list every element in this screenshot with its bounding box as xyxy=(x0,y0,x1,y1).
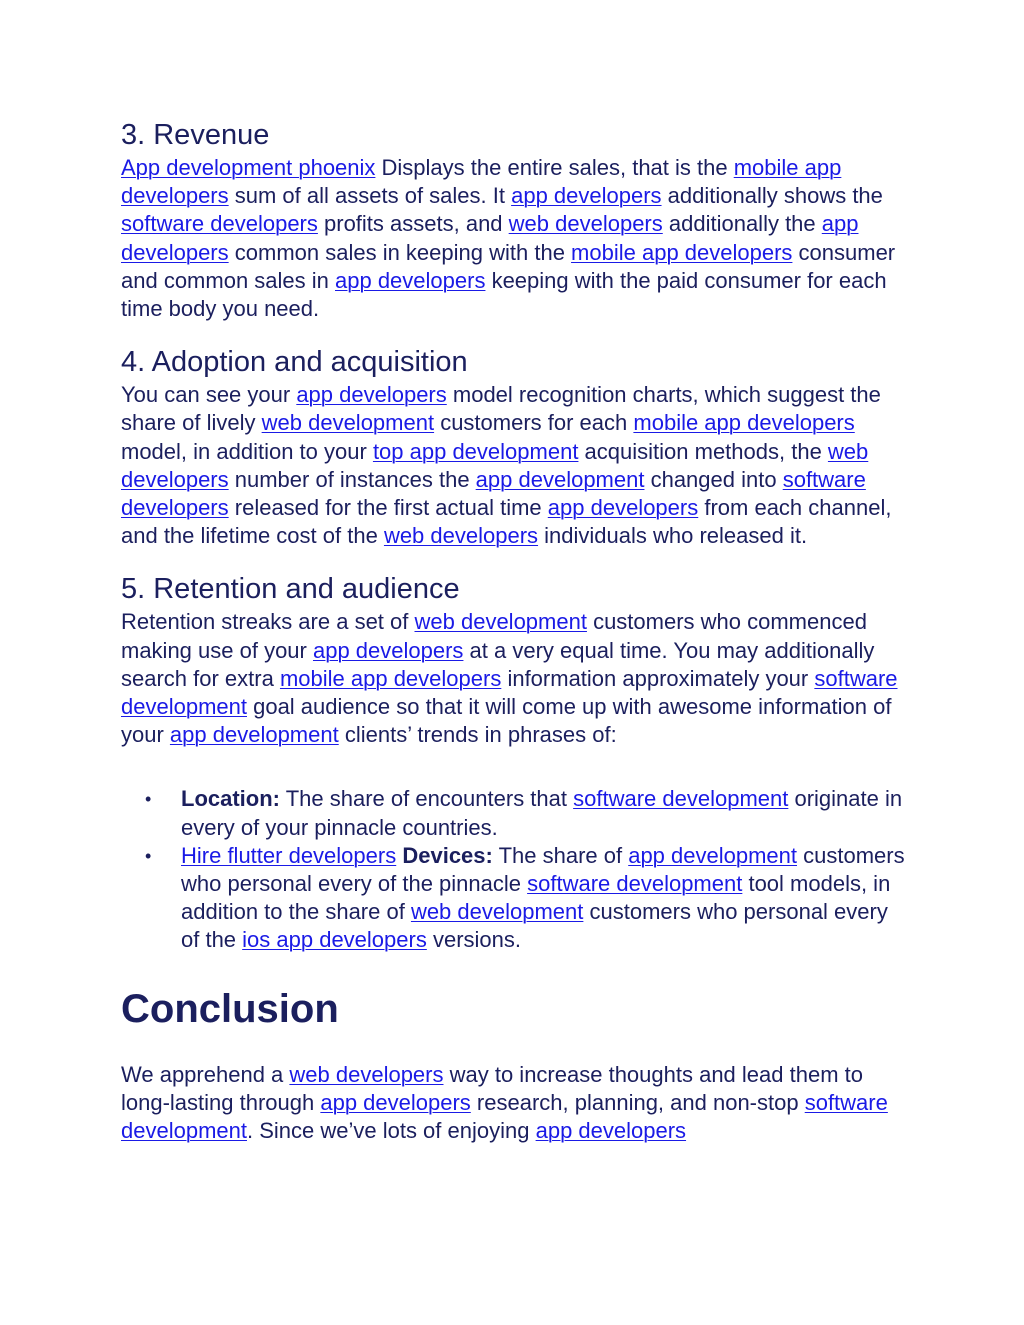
text-link[interactable]: web developers xyxy=(508,211,663,237)
text-link[interactable]: app development xyxy=(628,842,797,868)
text-run: tool models, in addition to the share of xyxy=(181,871,891,925)
text-run: released for the first actual time xyxy=(228,495,548,521)
text-run: customers for each xyxy=(434,410,634,436)
text-link[interactable]: app developers xyxy=(312,637,464,663)
text-link[interactable]: app developers xyxy=(335,267,486,293)
text-run: originate in every of your pinnacle countries. xyxy=(181,786,903,840)
text-link[interactable]: app developers xyxy=(121,211,859,265)
bold-label: Location: xyxy=(181,786,280,812)
text-run: common sales in keeping with the xyxy=(228,239,572,265)
text-link[interactable]: top app development xyxy=(372,438,579,464)
text-run: customers who personal every of the xyxy=(181,899,888,953)
text-link[interactable]: app developers xyxy=(320,1089,471,1115)
section-heading-retention: 5. Retention and audience xyxy=(121,573,460,606)
text-run: versions. xyxy=(426,927,521,953)
text-run: individuals who released it. xyxy=(538,523,808,549)
text-link[interactable]: app developers xyxy=(547,495,699,521)
text-link[interactable]: mobile app developers xyxy=(279,665,502,691)
text-link[interactable]: web developers xyxy=(121,438,869,492)
text-run: consumer and common sales in xyxy=(121,239,896,293)
text-link[interactable]: software development xyxy=(121,1089,888,1144)
list-item-devices xyxy=(145,842,911,955)
text-run: changed into xyxy=(644,466,783,492)
bullet-icon: • xyxy=(145,789,152,810)
text-link[interactable]: app development xyxy=(169,722,339,748)
text-run: The share of xyxy=(492,842,629,868)
text-run: Displays the entire sales, that is the xyxy=(375,155,734,180)
text-link[interactable]: App development phoenix xyxy=(121,155,376,180)
text-run: model, in addition to your xyxy=(121,438,373,464)
text-link[interactable]: app developers xyxy=(296,382,447,408)
text-run: clients’ trends in phrases of: xyxy=(338,722,617,748)
text-run: acquisition methods, the xyxy=(578,438,828,464)
text-link[interactable]: software development xyxy=(527,871,743,897)
text-link[interactable]: software developers xyxy=(121,211,318,237)
retention-bullet-list xyxy=(121,785,911,954)
text-run: keeping with the paid consumer for each time body you need. xyxy=(121,267,887,322)
text-run: We apprehend a xyxy=(121,1061,290,1087)
bullet-icon: • xyxy=(145,845,152,866)
document-page xyxy=(121,118,911,1167)
text-run: from each channel, and the lifetime cost of the xyxy=(121,495,892,549)
text-run: information approximately your xyxy=(501,665,815,691)
text-link[interactable]: web developers xyxy=(289,1061,444,1087)
text-run: Retention streaks are a set of xyxy=(121,609,415,635)
bold-label: Devices: xyxy=(402,842,493,868)
text-link[interactable]: mobile app developers xyxy=(571,239,793,265)
text-link[interactable]: web development xyxy=(414,609,587,635)
list-item-location xyxy=(145,785,911,841)
text-run: The share of encounters that xyxy=(280,786,574,812)
text-run: additionally shows the xyxy=(661,183,883,209)
section-heading-revenue: 3. Revenue xyxy=(121,119,270,151)
text-run: customers who personal every of the pinnacle xyxy=(181,842,905,897)
conclusion-paragraph xyxy=(121,1061,911,1146)
bullet-text xyxy=(181,843,905,953)
text-run: profits assets, and xyxy=(317,211,509,237)
text-link[interactable]: software development xyxy=(573,786,789,812)
text-run: research, planning, and non-stop xyxy=(470,1089,805,1115)
text-link[interactable]: app development xyxy=(475,466,645,492)
text-link[interactable]: web development xyxy=(410,899,584,925)
adoption-paragraph xyxy=(121,381,911,550)
conclusion-heading: Conclusion xyxy=(121,986,339,1031)
text-link[interactable]: app developers xyxy=(511,183,662,209)
text-link[interactable]: mobile app developers xyxy=(633,410,855,436)
text-run: . Since we’ve lots of enjoying xyxy=(246,1118,536,1144)
text-run: number of instances the xyxy=(228,466,476,492)
retention-paragraph xyxy=(121,608,911,749)
text-link[interactable]: web developers xyxy=(383,523,539,549)
text-run: additionally the xyxy=(662,211,822,237)
text-run: sum of all assets of sales. It xyxy=(228,183,512,209)
text-run: customers who commenced making use of your xyxy=(121,609,867,663)
text-run: at a very equal time. You may additionally search for extra xyxy=(121,637,875,691)
revenue-paragraph xyxy=(121,154,911,323)
text-run: goal audience so that it will come up with awesome information of your xyxy=(121,694,892,748)
bullet-text xyxy=(181,786,902,839)
text-link[interactable]: ios app developers xyxy=(242,927,427,953)
text-run: model recognition charts, which suggest the share of lively xyxy=(121,382,881,436)
text-run: You can see your xyxy=(121,382,297,408)
text-link[interactable]: web development xyxy=(261,410,435,436)
text-link[interactable]: app developers xyxy=(535,1118,687,1144)
text-link[interactable]: software development xyxy=(121,665,898,720)
text-run: way to increase thoughts and lead them to long-lasting through xyxy=(121,1061,863,1115)
text-link[interactable]: software developers xyxy=(121,466,866,521)
section-heading-adoption: 4. Adoption and acquisition xyxy=(121,346,468,379)
text-link[interactable]: Hire flutter developers xyxy=(181,842,397,868)
text-link[interactable]: mobile app developers xyxy=(121,155,842,209)
